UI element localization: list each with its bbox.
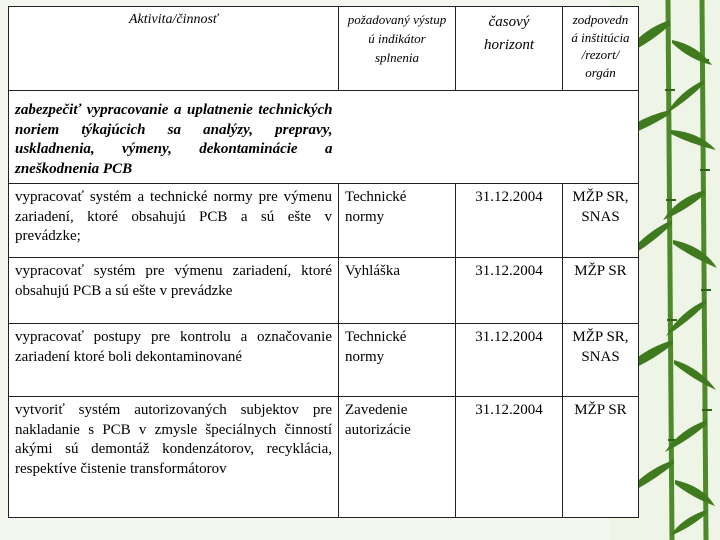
table-row — [9, 258, 639, 324]
row-activity: vytvoriť systém autorizovaných subjektov pre nakladanie s PCB v zmysle špeciálnych činností akými sú demontáž kondenzátorov, recyklácia, respektíve čistenie transformátorov — [9, 397, 339, 518]
action-plan-table — [8, 6, 639, 518]
header-activity — [9, 7, 339, 91]
header-output — [339, 7, 456, 91]
section-title: zabezpečiť vypracovanie a uplatnenie technických noriem týkajúcich sa analýzy, prepravy, uskladnenia, výmeny, dekontaminácie a zneškodnenia PCB — [9, 91, 339, 184]
header-time-label: časový horizont — [483, 14, 534, 53]
section-row — [9, 91, 639, 184]
header-responsible-label: zodpovedn á inštitúcia /rezort/ orgán — [571, 12, 630, 80]
row-output: Technické normy — [339, 184, 456, 258]
row-time: 31.12.2004 — [456, 184, 563, 258]
row-responsible: MŽP SR — [563, 258, 639, 324]
row-time: 31.12.2004 — [456, 397, 563, 518]
row-activity: vypracovať systém pre výmenu zariadení, ktoré obsahujú PCB a sú ešte v prevádzke — [9, 258, 339, 324]
row-time: 31.12.2004 — [456, 258, 563, 324]
section-empty-time — [456, 91, 563, 184]
row-responsible: MŽP SR, SNAS — [563, 324, 639, 397]
table-header-row — [9, 7, 639, 91]
table-row — [9, 397, 639, 518]
section-empty-responsible — [563, 91, 639, 184]
row-responsible: MŽP SR, SNAS — [563, 184, 639, 258]
table-row — [9, 184, 639, 258]
table-row — [9, 324, 639, 397]
header-time — [456, 7, 563, 91]
row-time: 31.12.2004 — [456, 324, 563, 397]
row-activity: vypracovať systém a technické normy pre výmenu zariadení, ktoré obsahujú PCB a sú ešte v prevádzke; — [9, 184, 339, 258]
header-output-label: požadovaný výstup ú indikátor splnenia — [347, 12, 447, 65]
row-activity: vypracovať postupy pre kontrolu a označovanie zariadení ktoré boli dekontaminované — [9, 324, 339, 397]
section-empty-output — [339, 91, 456, 184]
header-activity-label: Aktivita/činnosť — [128, 12, 219, 27]
row-responsible: MŽP SR — [563, 397, 639, 518]
row-output: Vyhláška — [339, 258, 456, 324]
row-output: Zavedenie autorizácie — [339, 397, 456, 518]
row-output: Technické normy — [339, 324, 456, 397]
header-responsible — [563, 7, 639, 91]
